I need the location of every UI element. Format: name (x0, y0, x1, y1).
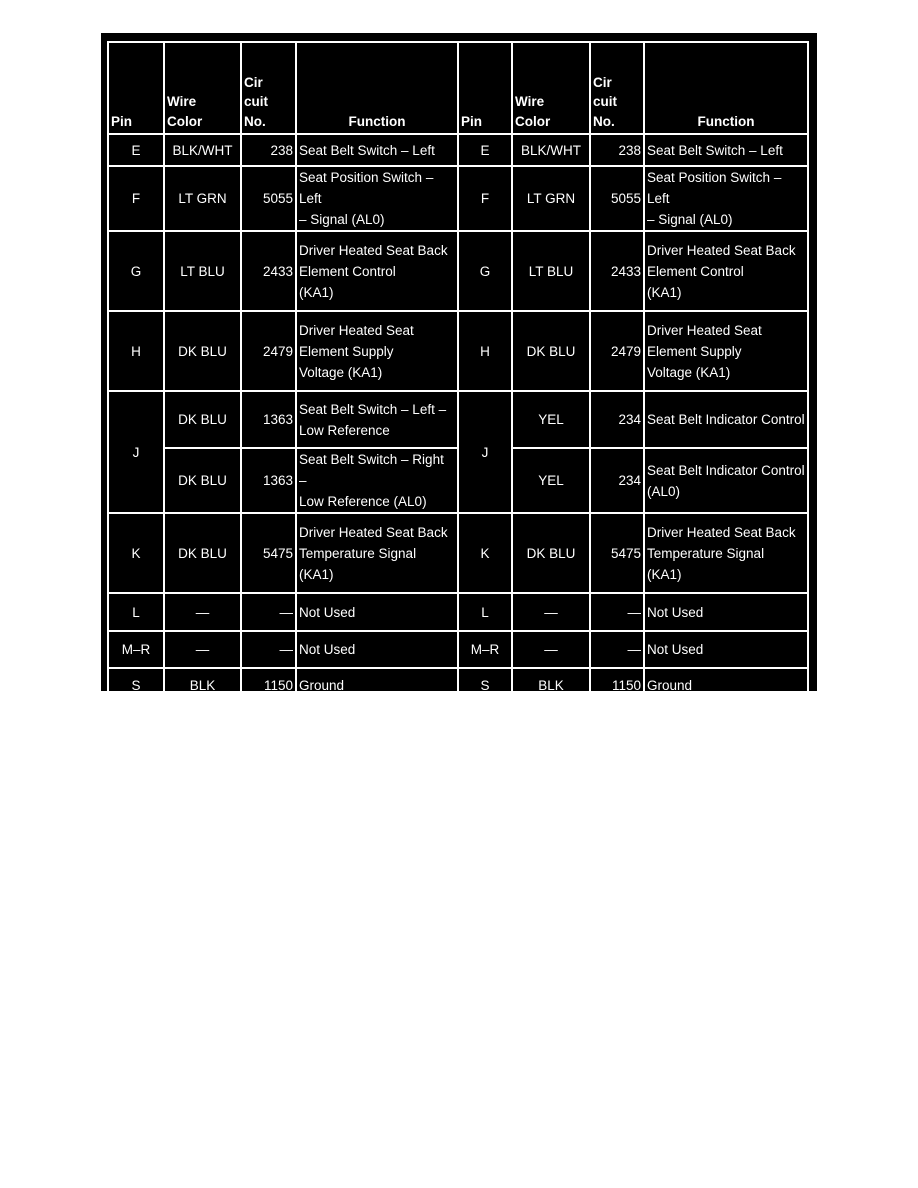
circuit-cell: 2433 (590, 231, 644, 311)
function-cell: Driver Heated Seat Element Supply Voltage (KA1) (296, 311, 458, 391)
table-row (108, 134, 808, 166)
pin-cell: F (458, 166, 512, 231)
header-circuit-no-right: Cir cuit No. (590, 42, 644, 134)
circuit-cell: 234 (590, 391, 644, 448)
header-row (108, 42, 808, 134)
circuit-cell: 2433 (241, 231, 296, 311)
circuit-cell: 238 (241, 134, 296, 166)
header-circuit-no-left: Cir cuit No. (241, 42, 296, 134)
pin-cell: M–R (458, 631, 512, 668)
pin-cell: S (108, 668, 164, 703)
pin-cell: E (108, 134, 164, 166)
wire-color-cell: — (164, 593, 241, 631)
wire-color-cell: DK BLU (512, 311, 590, 391)
function-cell: Seat Belt Switch – Left (644, 134, 808, 166)
table-row (108, 391, 808, 448)
wire-color-cell: — (512, 593, 590, 631)
wire-color-cell: LT GRN (512, 166, 590, 231)
wire-color-cell: LT GRN (164, 166, 241, 231)
wire-color-cell: DK BLU (164, 448, 241, 513)
table-row (108, 311, 808, 391)
function-cell: Ground (644, 668, 808, 703)
function-cell: Driver Heated Seat Back Element Control (KA1) (296, 231, 458, 311)
circuit-cell: 5055 (241, 166, 296, 231)
wire-color-cell: DK BLU (164, 513, 241, 593)
function-cell: Seat Belt Indicator Control (644, 391, 808, 448)
table-row (108, 166, 808, 231)
wire-color-cell: BLK (164, 668, 241, 703)
header-wire-color-right: Wire Color (512, 42, 590, 134)
function-cell: Not Used (296, 631, 458, 668)
pin-cell: G (458, 231, 512, 311)
header-function-left: Function (296, 42, 458, 134)
function-cell: Not Used (644, 631, 808, 668)
header-wire-color-left: Wire Color (164, 42, 241, 134)
circuit-cell: — (590, 593, 644, 631)
wire-color-cell: LT BLU (512, 231, 590, 311)
function-cell: Seat Belt Switch – Left (296, 134, 458, 166)
wire-color-cell: BLK/WHT (164, 134, 241, 166)
wire-color-cell: — (164, 631, 241, 668)
pin-cell: J (108, 391, 164, 513)
circuit-cell: 2479 (590, 311, 644, 391)
circuit-cell: 2479 (241, 311, 296, 391)
circuit-cell: 238 (590, 134, 644, 166)
pin-cell: F (108, 166, 164, 231)
pin-cell: H (108, 311, 164, 391)
pin-cell: M–R (108, 631, 164, 668)
function-cell: Driver Heated Seat Back Element Control (KA1) (644, 231, 808, 311)
circuit-cell: — (241, 631, 296, 668)
circuit-cell: — (241, 593, 296, 631)
function-cell: Driver Heated Seat Back Temperature Signal (KA1) (644, 513, 808, 593)
wire-color-cell: LT BLU (164, 231, 241, 311)
function-cell: Driver Heated Seat Back Temperature Signal (KA1) (296, 513, 458, 593)
function-cell: Not Used (296, 593, 458, 631)
pin-cell: E (458, 134, 512, 166)
function-cell: Not Used (644, 593, 808, 631)
table-row (108, 513, 808, 593)
table-row (108, 631, 808, 668)
table-row (108, 231, 808, 311)
circuit-cell: 5475 (590, 513, 644, 593)
wire-color-cell: BLK (512, 668, 590, 703)
pin-cell: J (458, 391, 512, 513)
table-row (108, 593, 808, 631)
function-cell: Seat Position Switch – Left – Signal (AL0) (644, 166, 808, 231)
function-cell: Seat Belt Switch – Left – Low Reference (296, 391, 458, 448)
wire-color-cell: BLK/WHT (512, 134, 590, 166)
pinout-table-frame (101, 33, 817, 691)
pin-cell: H (458, 311, 512, 391)
wire-color-cell: DK BLU (512, 513, 590, 593)
function-cell: Seat Belt Switch – Right – Low Reference (AL0) (296, 448, 458, 513)
wire-color-cell: — (512, 631, 590, 668)
function-cell: Driver Heated Seat Element Supply Voltage (KA1) (644, 311, 808, 391)
pin-cell: K (458, 513, 512, 593)
wire-color-cell: YEL (512, 391, 590, 448)
function-cell: Seat Belt Indicator Control (AL0) (644, 448, 808, 513)
circuit-cell: 1150 (241, 668, 296, 703)
header-function-right: Function (644, 42, 808, 134)
pin-cell: K (108, 513, 164, 593)
header-pin-left: Pin (108, 42, 164, 134)
wire-color-cell: DK BLU (164, 311, 241, 391)
header-pin-right: Pin (458, 42, 512, 134)
connector-pinout-table (107, 41, 809, 704)
pin-cell: L (108, 593, 164, 631)
circuit-cell: 1363 (241, 448, 296, 513)
wire-color-cell: YEL (512, 448, 590, 513)
circuit-cell: 1363 (241, 391, 296, 448)
function-cell: Ground (296, 668, 458, 703)
table-row (108, 668, 808, 703)
circuit-cell: 5055 (590, 166, 644, 231)
wire-color-cell: DK BLU (164, 391, 241, 448)
circuit-cell: — (590, 631, 644, 668)
circuit-cell: 1150 (590, 668, 644, 703)
pin-cell: L (458, 593, 512, 631)
function-cell: Seat Position Switch – Left – Signal (AL0) (296, 166, 458, 231)
pin-cell: S (458, 668, 512, 703)
pin-cell: G (108, 231, 164, 311)
circuit-cell: 234 (590, 448, 644, 513)
circuit-cell: 5475 (241, 513, 296, 593)
